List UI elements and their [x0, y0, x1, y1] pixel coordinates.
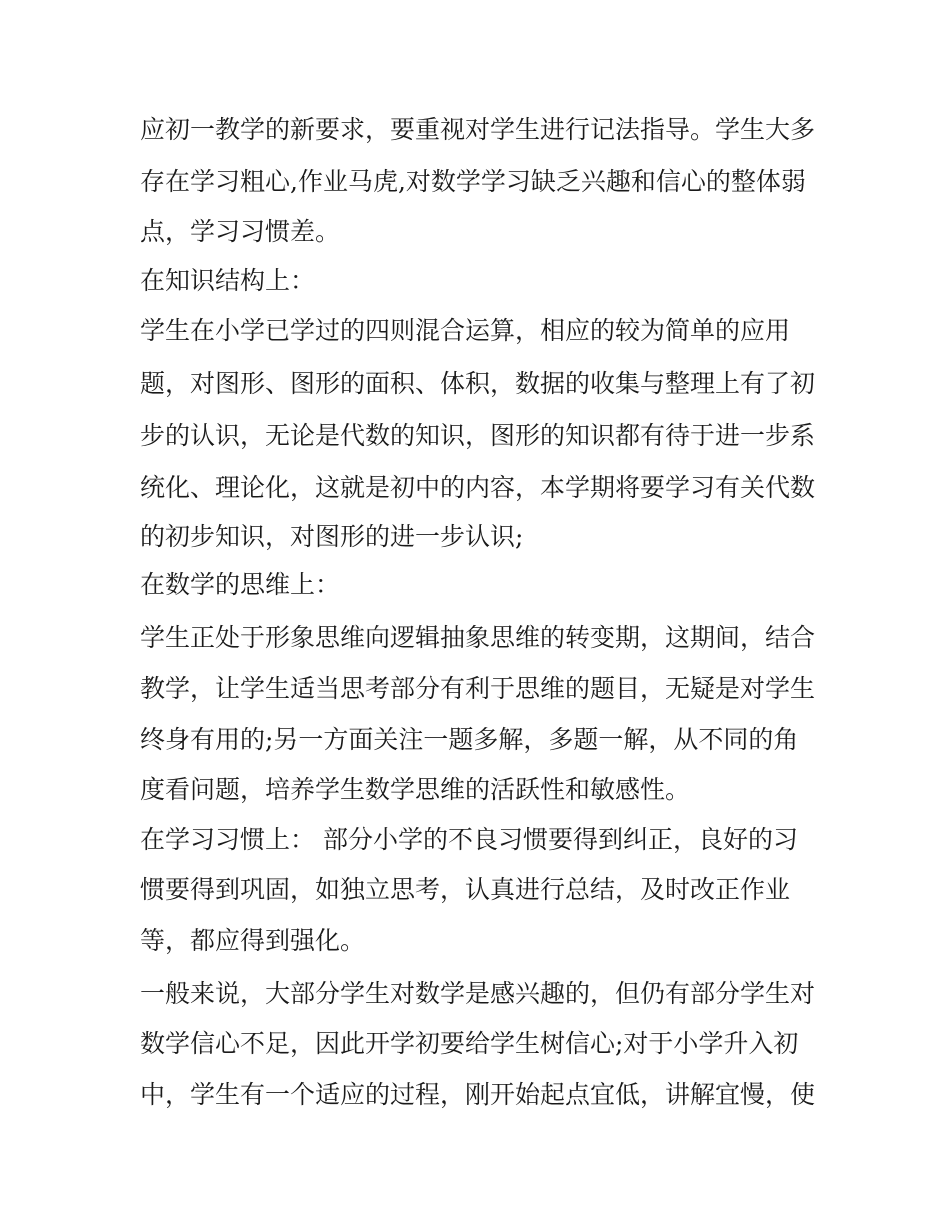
text-line: 步的认识，无论是代数的知识，图形的知识都有待于进一步系	[140, 421, 816, 450]
text-line: 度看问题，培养学生数学思维的活跃性和敏感性。	[140, 775, 691, 804]
text-line: 点，学习习惯差。	[140, 217, 341, 246]
text-line: 数学信心不足，因此开学初要给学生树信心;对于小学升入初	[140, 1029, 799, 1058]
text-line: 等，都应得到强化。	[140, 926, 366, 955]
text-line: 统化、理论化，这就是初中的内容，本学期将要学习有关代数	[140, 473, 816, 502]
section-heading-knowledge: 在知识结构上：	[140, 266, 316, 295]
text-line: 一般来说，大部分学生对数学是感兴趣的，但仍有部分学生对	[140, 979, 816, 1008]
text-line: 惯要得到巩固，如独立思考，认真进行总结，及时改正作业	[140, 875, 791, 904]
text-line: 应初一教学的新要求，要重视对学生进行记法指导。学生大多	[140, 115, 816, 144]
section-heading-habits: 在学习习惯上： 部分小学的不良习惯要得到纠正，良好的习	[140, 825, 798, 854]
text-line: 终身有用的;另一方面关注一题多解，多题一解，从不同的角	[140, 725, 799, 754]
text-line: 题，对图形、图形的面积、体积，数据的收集与整理上有了初	[140, 369, 816, 398]
text-line: 学生在小学已学过的四则混合运算，相应的较为简单的应用	[140, 316, 791, 345]
section-heading-thinking: 在数学的思维上：	[140, 570, 341, 599]
text-line: 的初步知识，对图形的进一步认识;	[140, 522, 524, 551]
text-line: 存在学习粗心,作业马虎,对数学学习缺乏兴趣和信心的整体弱	[140, 167, 806, 196]
text-line: 学生正处于形象思维向逻辑抽象思维的转变期，这期间，结合	[140, 623, 816, 652]
text-line: 教学，让学生适当思考部分有利于思维的题目，无疑是对学生	[140, 674, 816, 703]
text-line: 中，学生有一个适应的过程，刚开始起点宜低，讲解宜慢，使	[140, 1080, 816, 1109]
